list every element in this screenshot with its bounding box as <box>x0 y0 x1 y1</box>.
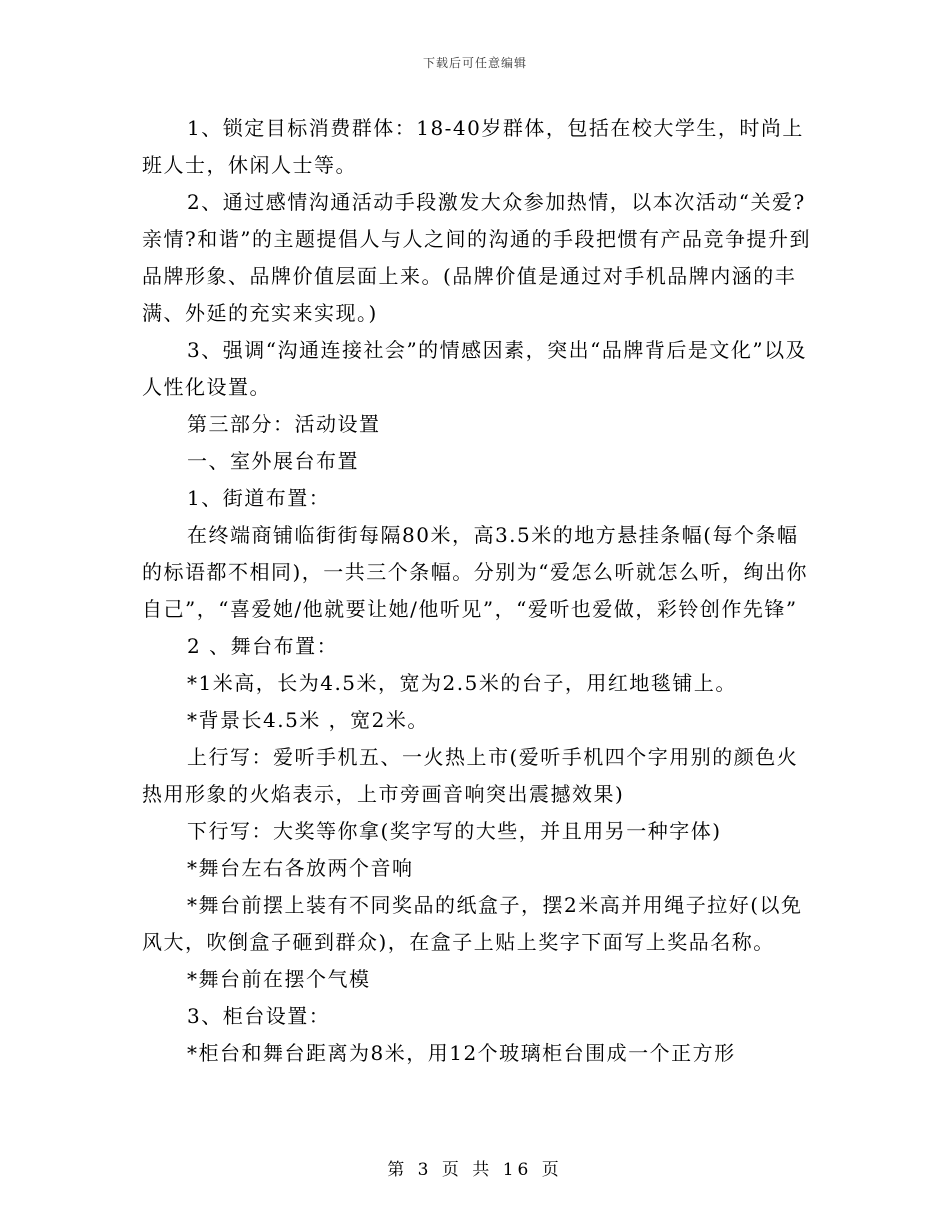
paragraph-inflatable: *舞台前在摆个气模 <box>187 967 371 991</box>
paragraph-upper-line: 上行写：爱听手机五、一火热上市(爱听手机四个字用别的颜色火热用形象的火焰表示，上市旁画音响突出震撼效果) <box>142 745 799 806</box>
item-heading-street: 1、街道布置： <box>187 486 331 510</box>
paragraph-speakers: *舞台左右各放两个音响 <box>187 856 414 880</box>
paragraph-emotional-communication: 2、通过感情沟通活动手段激发大众参加热情，以本次活动“关爱?亲情?和谐”的主题提倡人与人之间的沟通的手段把惯有产品竞争提升到品牌形象、品牌价值层面上来。(品牌价值是通过对手机品牌内涵的丰满、外延的充实来实现。) <box>142 190 811 325</box>
paragraph-target-audience: 1、锁定目标消费群体：18-40岁群体，包括在校大学生，时尚上班人士，休闲人士等。 <box>142 116 804 177</box>
document-body <box>142 110 812 1072</box>
section-heading-part-three: 第三部分：活动设置 <box>187 412 381 436</box>
page-number-footer: 第 3 页 共 16 页 <box>387 1160 563 1180</box>
header-note: 下载后可任意编辑 <box>422 56 527 70</box>
paragraph-lower-line: 下行写：大奖等你拿(奖字写的大些，并且用另一种字体) <box>187 819 722 843</box>
item-heading-counter: 3、柜台设置： <box>187 1004 331 1028</box>
paragraph-counter-layout: *柜台和舞台距离为8米，用12个玻璃柜台围成一个正方形 <box>187 1041 736 1065</box>
paragraph-backdrop-size: *背景长4.5米 ，宽2米。 <box>187 708 429 732</box>
paragraph-banners: 在终端商铺临街街每隔80米，高3.5米的地方悬挂条幅(每个条幅的标语都不相同)，一共三个条幅。分别为“爱怎么听就怎么听，绚出你自己”，“喜爱她/他就要让她/他听见”，“爱听也爱做，彩铃创作先锋” <box>142 523 809 621</box>
item-heading-stage: 2 、舞台布置： <box>187 634 339 658</box>
paragraph-social-connection: 3、强调“沟通连接社会”的情感因素，突出“品牌背后是文化”以及人性化设置。 <box>142 338 808 399</box>
paragraph-prize-boxes: *舞台前摆上装有不同奖品的纸盒子，摆2米高并用绳子拉好(以免风大，吹倒盒子砸到群众)，在盒子上贴上奖字下面写上奖品名称。 <box>142 893 803 954</box>
subsection-heading-outdoor: 一、室外展台布置 <box>187 449 359 473</box>
paragraph-stage-size: *1米高，长为4.5米，宽为2.5米的台子，用红地毯铺上。 <box>187 671 737 695</box>
